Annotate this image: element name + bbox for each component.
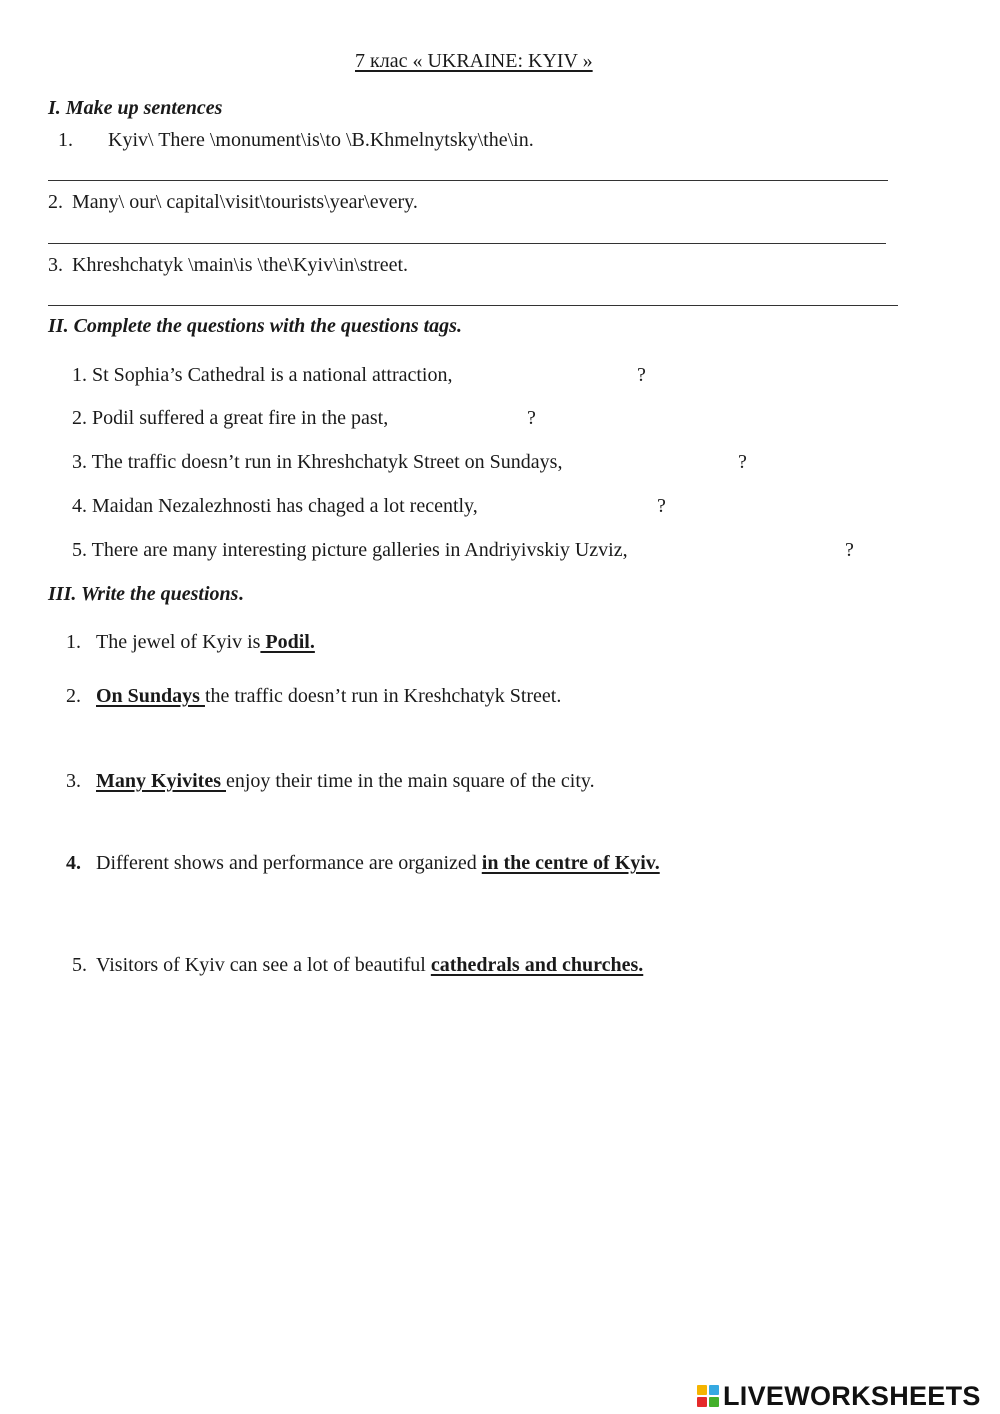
- section-1-heading: I. Make up sentences: [48, 97, 223, 119]
- s2-item-1-text: 1. St Sophia’s Cathedral is a national attraction,: [72, 364, 453, 386]
- s3-item-3-answer: Many Kyivites: [96, 770, 226, 792]
- s1-item-1-text: Kyiv\ There \monument\is\to \B.Khmelnytsky\the\in.: [108, 129, 534, 151]
- s3-item-2-number: 2.: [66, 685, 81, 707]
- s3-item-1-number: 1.: [66, 631, 81, 653]
- logo-square-4: [709, 1397, 719, 1407]
- s1-item-2-text: Many\ our\ capital\visit\tourists\year\every.: [72, 191, 418, 213]
- s1-item-1-number: 1.: [58, 129, 73, 151]
- s1-answer-line-2[interactable]: [48, 243, 886, 244]
- section-3-heading-dot: .: [238, 583, 244, 605]
- s3-item-3-sentence: [96, 769, 595, 793]
- s1-item-3-text: Khreshchatyk \main\is \the\Kyiv\in\street.: [72, 254, 409, 276]
- s2-item-5-question-mark: ?: [845, 539, 854, 561]
- s2-item-4-question-mark: ?: [657, 495, 666, 517]
- s2-item-4-text: 4. Maidan Nezalezhnosti has chaged a lot recently,: [72, 495, 478, 517]
- s2-item-3-question-mark: ?: [738, 451, 747, 473]
- logo-square-1: [697, 1385, 707, 1395]
- s3-item-4-sentence: [96, 851, 660, 875]
- s3-item-4-answer: in the centre of Kyiv.: [481, 852, 660, 874]
- s2-item-2-question-mark: ?: [527, 407, 536, 429]
- s2-item-1-question-mark: ?: [637, 364, 646, 386]
- s1-answer-line-3[interactable]: [48, 305, 898, 306]
- s1-item-3-number: 3.: [48, 254, 63, 276]
- s3-item-5-sentence: [96, 953, 643, 977]
- s3-item-1-sentence: [96, 630, 315, 654]
- section-2-heading: II. Complete the questions with the questions tags.: [48, 315, 462, 337]
- s1-item-2-number: 2.: [48, 191, 63, 213]
- logo-square-3: [697, 1397, 707, 1407]
- s3-item-5-number: 5.: [72, 954, 87, 976]
- liveworksheets-logo: [697, 1378, 981, 1414]
- logo-icon: [697, 1385, 719, 1407]
- section-3-heading-text: III. Write the questions: [48, 583, 239, 605]
- s1-answer-line-1[interactable]: [48, 180, 888, 181]
- section-3-heading: [48, 582, 243, 606]
- logo-square-2: [709, 1385, 719, 1395]
- s3-item-5-before: Visitors of Kyiv can see a lot of beautiful: [96, 954, 431, 976]
- s3-item-4-number: 4.: [66, 852, 81, 874]
- s2-item-5-text: 5. There are many interesting picture galleries in Andriyivskiy Uzviz,: [72, 539, 628, 561]
- page-title: 7 клас « UKRAINE: KYIV »: [355, 50, 593, 72]
- s3-item-5-answer: cathedrals and churches.: [430, 954, 644, 976]
- s2-item-2-text: 2. Podil suffered a great fire in the past,: [72, 407, 389, 429]
- logo-text: LIVEWORKSHEETS: [723, 1380, 981, 1411]
- s2-item-3-text: 3. The traffic doesn’t run in Khreshchatyk Street on Sundays,: [72, 451, 563, 473]
- s3-item-3-number: 3.: [66, 770, 81, 792]
- s3-item-3-after: enjoy their time in the main square of the city.: [226, 770, 595, 792]
- s3-item-2-answer: On Sundays: [96, 685, 205, 707]
- s3-item-1-answer: Podil.: [260, 631, 315, 653]
- s3-item-4-before: Different shows and performance are organized: [96, 852, 482, 874]
- s3-item-2-sentence: [96, 684, 561, 708]
- s3-item-1-before: The jewel of Kyiv is: [96, 631, 261, 653]
- s3-item-2-after: the traffic doesn’t run in Kreshchatyk Street.: [204, 685, 562, 707]
